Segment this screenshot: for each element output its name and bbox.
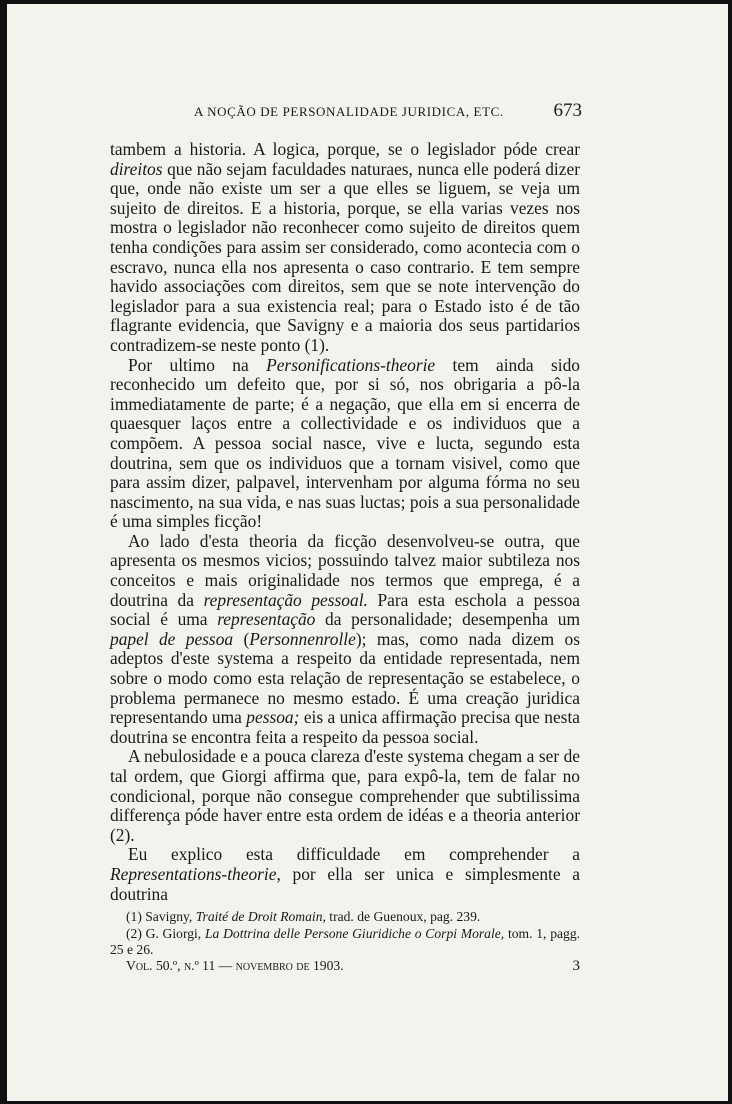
paragraph bbox=[110, 747, 580, 845]
paragraph bbox=[110, 356, 580, 532]
text-run: por ella ser unica e simplesmente a doutrina bbox=[110, 863, 580, 904]
italic-text: pessoa; bbox=[246, 707, 300, 728]
italic-text: La Dottrina delle Persone Giuridiche o Corpi Morale, bbox=[204, 925, 505, 941]
italic-text: papel de pessoa bbox=[110, 628, 234, 649]
running-title: A NOÇÃO DE PERSONALIDADE JURIDICA, ETC. bbox=[194, 104, 504, 119]
text-run: (2) G. Giorgi, bbox=[126, 925, 205, 941]
italic-text: direitos bbox=[110, 158, 163, 179]
paragraph bbox=[110, 140, 580, 356]
footnote bbox=[110, 909, 580, 926]
signature-mark: 3 bbox=[572, 958, 580, 974]
text-run: Por ultimo na bbox=[128, 354, 267, 375]
text-run: da personalidade; desempenha um bbox=[315, 609, 580, 630]
text-run: trad. de Guenoux, pag. 239. bbox=[325, 909, 481, 924]
footnotes bbox=[110, 909, 580, 959]
text-run: Eu explico esta difficuldade em comprehender a bbox=[128, 844, 580, 865]
text-run: Para esta escholа a pessoa social é uma bbox=[110, 589, 581, 630]
paragraph bbox=[110, 532, 580, 748]
italic-text: representação pessoal. bbox=[203, 589, 368, 610]
italic-text: representação bbox=[217, 609, 316, 630]
italic-text: Representations-theorie, bbox=[110, 863, 281, 884]
text-run: eis a unica affirmação precisa que nesta doutrina se encontra feita a respeito da pessoa social. bbox=[110, 707, 581, 747]
running-header bbox=[110, 100, 582, 122]
text-run: Ao lado d'esta theoria da ficção desenvolveu-se outra, que apresenta os mesmos vicios; possuindo talvez maior subtileza nos conceitos e mais originalidade nos termos que emprega, é a doutrina da bbox=[110, 530, 580, 610]
text-run: tem ainda sido reconhecido um defeito que, por si só, nos obrigaria a pô-la immediatamente de parte; é a negação, que ella em si encerra de quaesquer laços entre a collectividade e os individuos que a compõem. A pessoa social nasce, vive e lucta, segundo esta doutrina, sem que os individuos que a tornam visivel, como que para assim dizer, palpavel, intervenham por alguma fórma no seu nascimento, na sua vida, e nas suas luctas; pois a sua personalidade é uma simples ficção! bbox=[110, 354, 580, 532]
italic-text: Personifications-theorie bbox=[266, 354, 436, 375]
paragraph bbox=[110, 845, 580, 904]
text-run: A nebulosidade e a pouca clareza d'este systema chegam a ser de tal ordem, que Giorgi affirma que, para expô-la, tem de falar no condicional, porque não consegue comprehender que subtilissima differença póde haver entre esta ordem de idéas e a theoria anterior (2). bbox=[110, 746, 580, 845]
italic-text: Traité de Droit Romain, bbox=[195, 909, 326, 924]
text-run: ( bbox=[233, 628, 250, 649]
page-footer bbox=[110, 958, 580, 974]
text-run: tambem a historia. A logica, porque, se o legislador póde crear bbox=[110, 139, 580, 159]
text-run: ); mas, como nada dizem os adeptos d'este systema a respeito da entidade representada, nem sobre o modo como esta relação de representação se estabelece, o problema permanece no mesmo estado. É uma creação juridica representando uma bbox=[110, 628, 581, 728]
page-number: 673 bbox=[553, 100, 582, 121]
book-page bbox=[7, 4, 728, 1101]
italic-text: Personnenrolle bbox=[249, 628, 356, 649]
text-run: que não sejam faculdades naturaes, nunca elle poderá dizer que, onde não existe um ser a que elles se liguem, se veja um sujeito de direitos. E a historia, porque, se ella varias vezes nos mostra o legislador não reconhecer como sujeito de direitos quem tenha condições para assim ser considerado, como acontecia com o escravo, nunca ella nos apresenta o caso contrario. E tem sempre havido associações com direitos, sem que se note intervenção do legislador para a sua existencia real; para o Estado isto é de tão flagrante evidencia, que Savigny e a maioria dos seus partidarios contradizem-se neste ponto (1). bbox=[110, 158, 580, 355]
issue-reference: Vol. 50.º, n.º 11 — novembro de 1903. bbox=[126, 958, 344, 973]
footnote bbox=[110, 926, 580, 959]
text-run: (1) Savigny, bbox=[126, 909, 196, 924]
text-run: tom. 1, pagg. 25 e 26. bbox=[110, 925, 581, 957]
body-text bbox=[110, 140, 580, 904]
